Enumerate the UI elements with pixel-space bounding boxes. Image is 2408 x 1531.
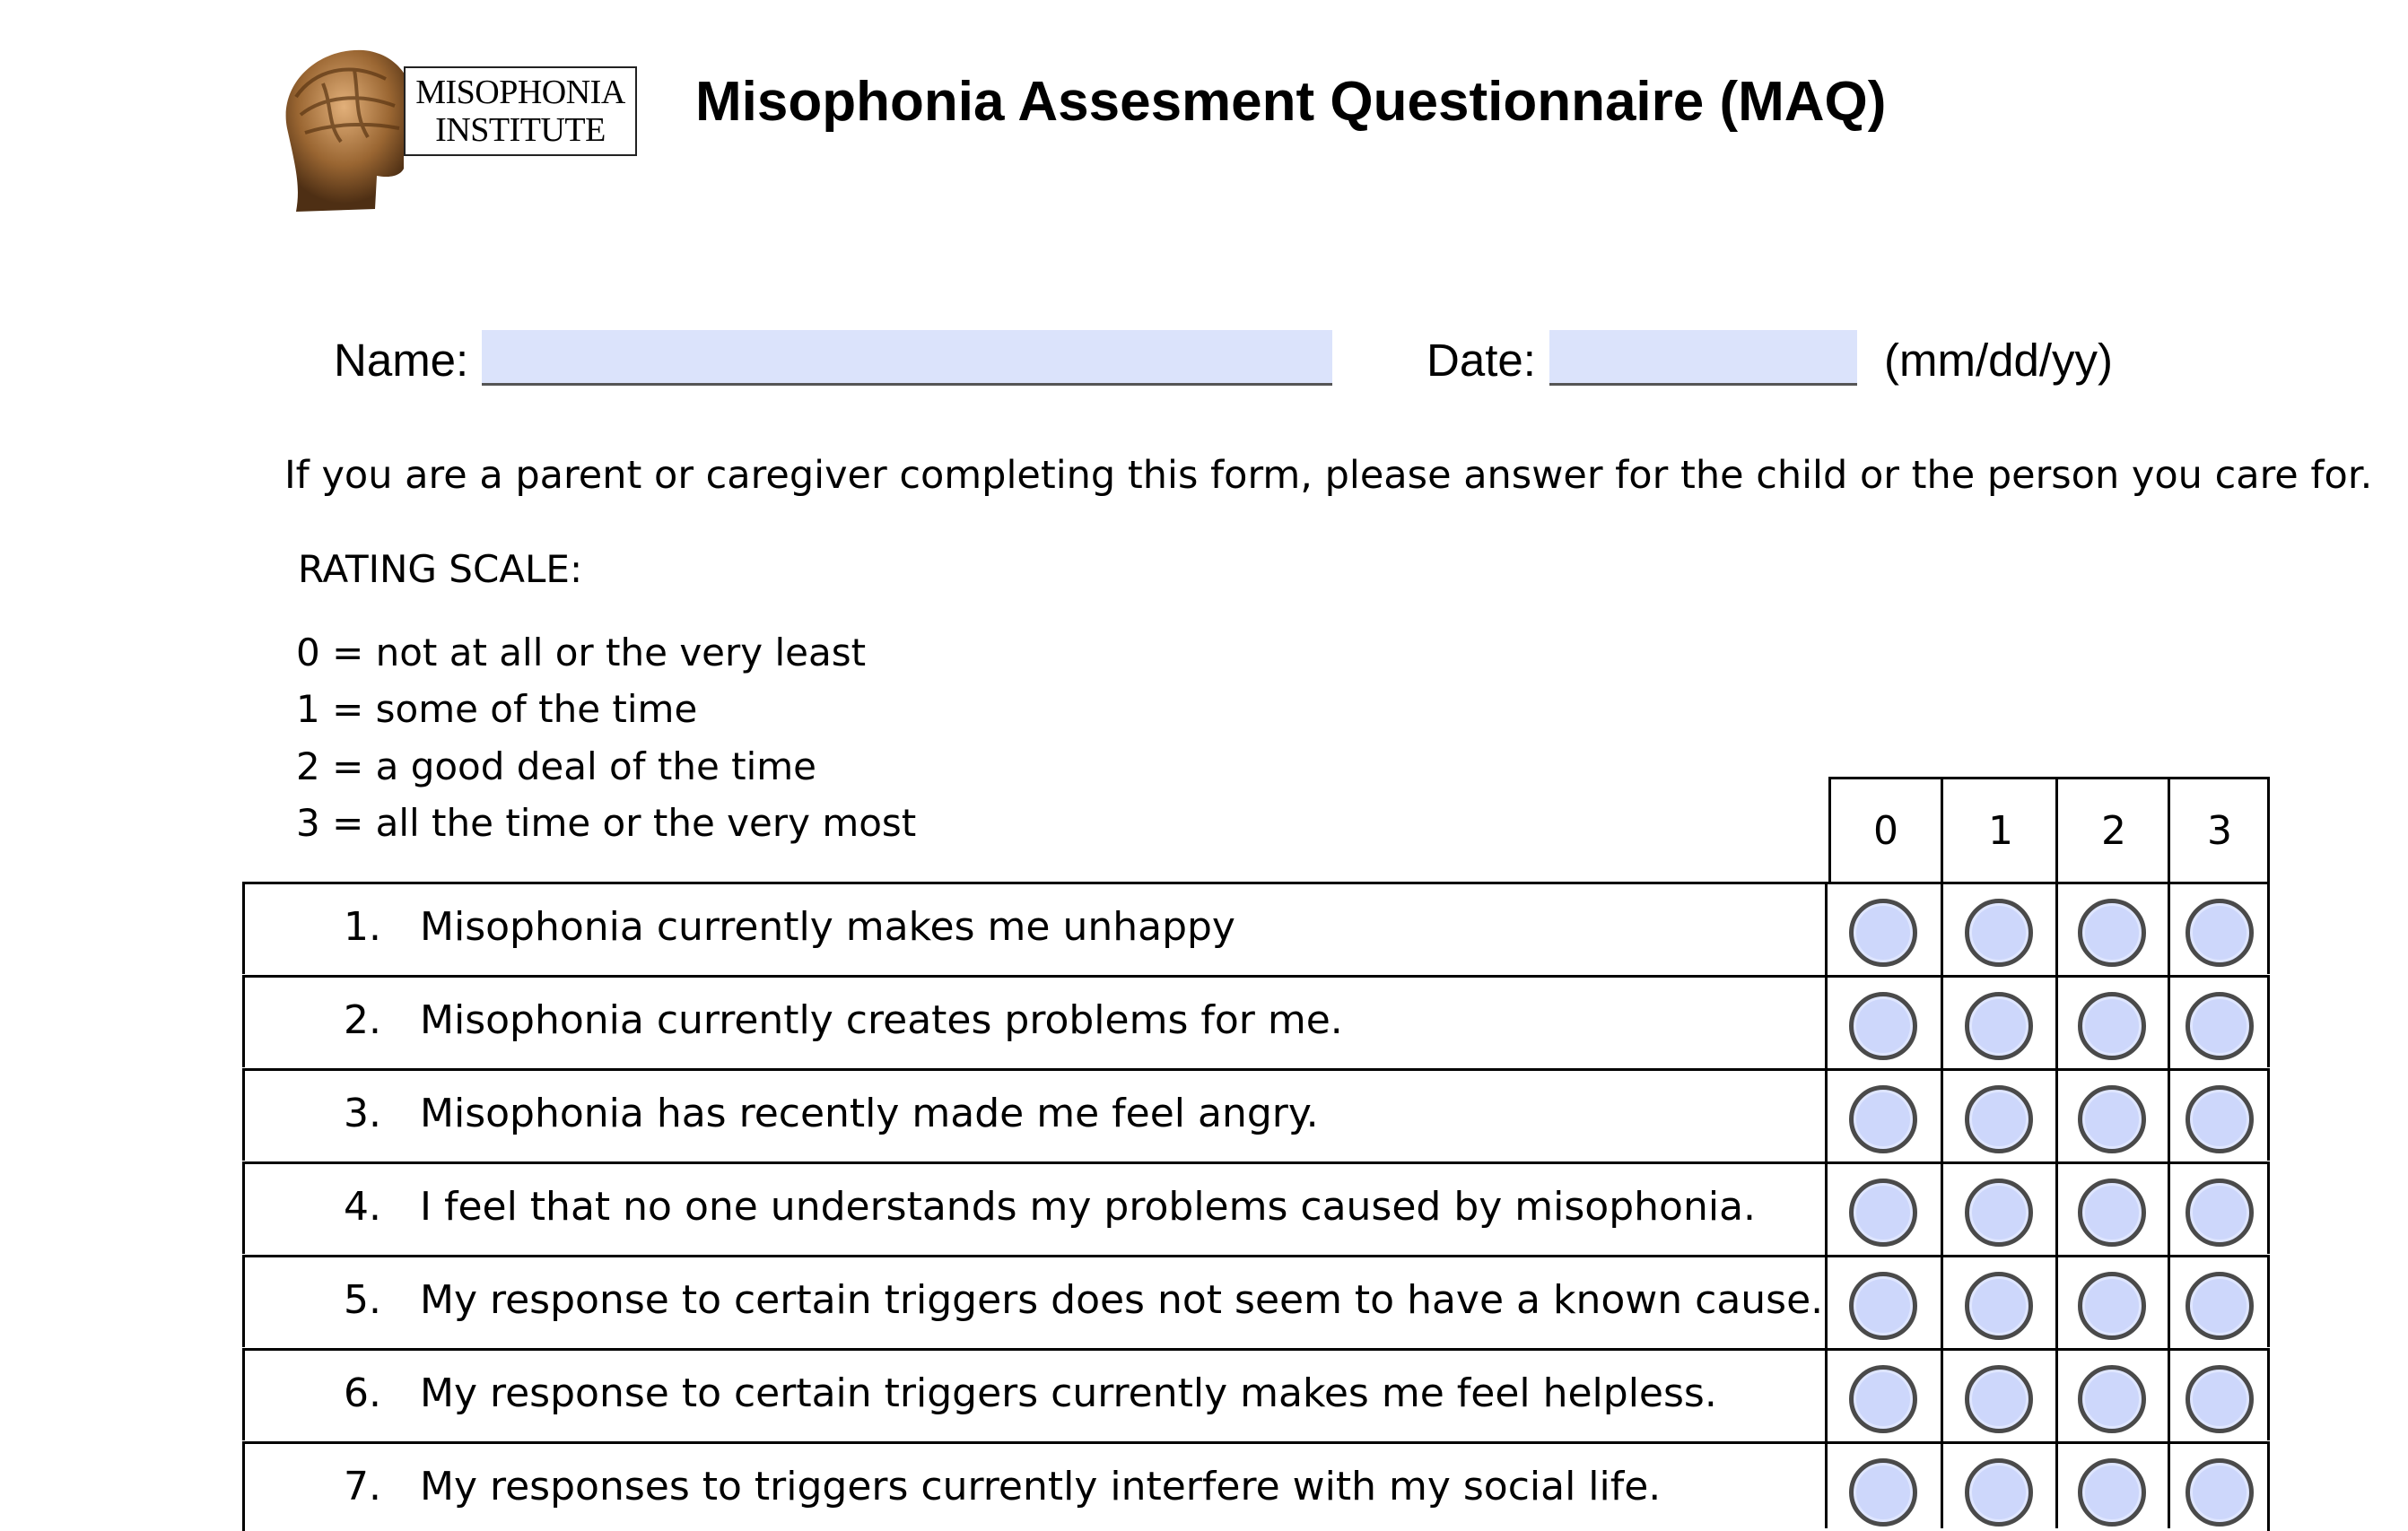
- rating-radio-q7-3[interactable]: [2186, 1458, 2254, 1527]
- brain-head-icon: [269, 43, 422, 213]
- rating-radio-q2-3[interactable]: [2186, 992, 2254, 1060]
- column-divider: [2055, 777, 2058, 1528]
- institute-logo: [260, 36, 664, 215]
- rating-radio-q1-2[interactable]: [2078, 899, 2146, 967]
- question-text: My response to certain triggers does not seem to have a known cause.: [420, 1277, 1824, 1323]
- column-header-0: 0: [1873, 807, 1898, 854]
- question-number: 1.: [344, 904, 381, 950]
- rating-radio-q4-2[interactable]: [2078, 1179, 2146, 1247]
- column-header-3: 3: [2207, 807, 2232, 854]
- rating-radio-q4-1[interactable]: [1965, 1179, 2033, 1247]
- question-number: 3.: [344, 1091, 381, 1136]
- rating-radio-q2-0[interactable]: [1849, 992, 1917, 1060]
- question-number: 4.: [344, 1184, 381, 1230]
- rating-radio-q3-2[interactable]: [2078, 1085, 2146, 1153]
- name-label: Name:: [334, 335, 469, 386]
- column-divider: [1941, 777, 1943, 1528]
- question-text: Misophonia currently creates problems for me.: [420, 997, 1343, 1043]
- column-divider: [2168, 777, 2170, 1528]
- rating-radio-q1-3[interactable]: [2186, 899, 2254, 967]
- rating-radio-q4-0[interactable]: [1849, 1179, 1917, 1247]
- question-text: My response to certain triggers currently makes me feel helpless.: [420, 1370, 1717, 1416]
- rating-radio-q7-1[interactable]: [1965, 1458, 2033, 1527]
- rating-radio-q2-2[interactable]: [2078, 992, 2146, 1060]
- date-field[interactable]: [1549, 330, 1857, 386]
- rating-scale-item: 0 = not at all or the very least: [296, 631, 867, 674]
- rating-radio-q1-1[interactable]: [1965, 899, 2033, 967]
- instruction-text: If you are a parent or caregiver completing this form, please answer for the child or the person you care for.: [284, 453, 2373, 498]
- rating-radio-q5-0[interactable]: [1849, 1272, 1917, 1340]
- date-label: Date:: [1426, 335, 1536, 386]
- rating-scale-item: 3 = all the time or the very most: [296, 801, 917, 845]
- name-field[interactable]: [482, 330, 1332, 386]
- column-divider: [1825, 882, 1828, 1528]
- rating-radio-q6-2[interactable]: [2078, 1365, 2146, 1433]
- rating-scale-heading: RATING SCALE:: [298, 547, 583, 591]
- rating-radio-q3-1[interactable]: [1965, 1085, 2033, 1153]
- column-header-1: 1: [1988, 807, 2013, 854]
- question-number: 5.: [344, 1277, 381, 1323]
- question-number: 2.: [344, 997, 381, 1043]
- rating-radio-q6-3[interactable]: [2186, 1365, 2254, 1433]
- page-title: Misophonia Assesment Questionnaire (MAQ): [695, 71, 1887, 133]
- rating-radio-q5-1[interactable]: [1965, 1272, 2033, 1340]
- question-text: I feel that no one understands my problems caused by misophonia.: [420, 1184, 1757, 1230]
- rating-radio-q7-2[interactable]: [2078, 1458, 2146, 1527]
- column-header-2: 2: [2101, 807, 2126, 854]
- rating-radio-q3-0[interactable]: [1849, 1085, 1917, 1153]
- rating-radio-q1-0[interactable]: [1849, 899, 1917, 967]
- rating-radio-q3-3[interactable]: [2186, 1085, 2254, 1153]
- rating-radio-q4-3[interactable]: [2186, 1179, 2254, 1247]
- rating-radio-q7-0[interactable]: [1849, 1458, 1917, 1527]
- logo-text: MISOPHONIA INSTITUTE: [404, 66, 637, 156]
- rating-radio-q5-3[interactable]: [2186, 1272, 2254, 1340]
- rating-radio-q6-0[interactable]: [1849, 1365, 1917, 1433]
- question-number: 6.: [344, 1370, 381, 1416]
- question-text: Misophonia has recently made me feel angry.: [420, 1091, 1319, 1136]
- date-format-hint: (mm/dd/yy): [1884, 335, 2113, 386]
- question-number: 7.: [344, 1464, 381, 1509]
- rating-scale-item: 2 = a good deal of the time: [296, 744, 817, 788]
- rating-radio-q5-2[interactable]: [2078, 1272, 2146, 1340]
- question-text: Misophonia currently makes me unhappy: [420, 904, 1235, 950]
- rating-radio-q2-1[interactable]: [1965, 992, 2033, 1060]
- question-text: My responses to triggers currently interfere with my social life.: [420, 1464, 1662, 1509]
- rating-radio-q6-1[interactable]: [1965, 1365, 2033, 1433]
- rating-scale-item: 1 = some of the time: [296, 687, 698, 731]
